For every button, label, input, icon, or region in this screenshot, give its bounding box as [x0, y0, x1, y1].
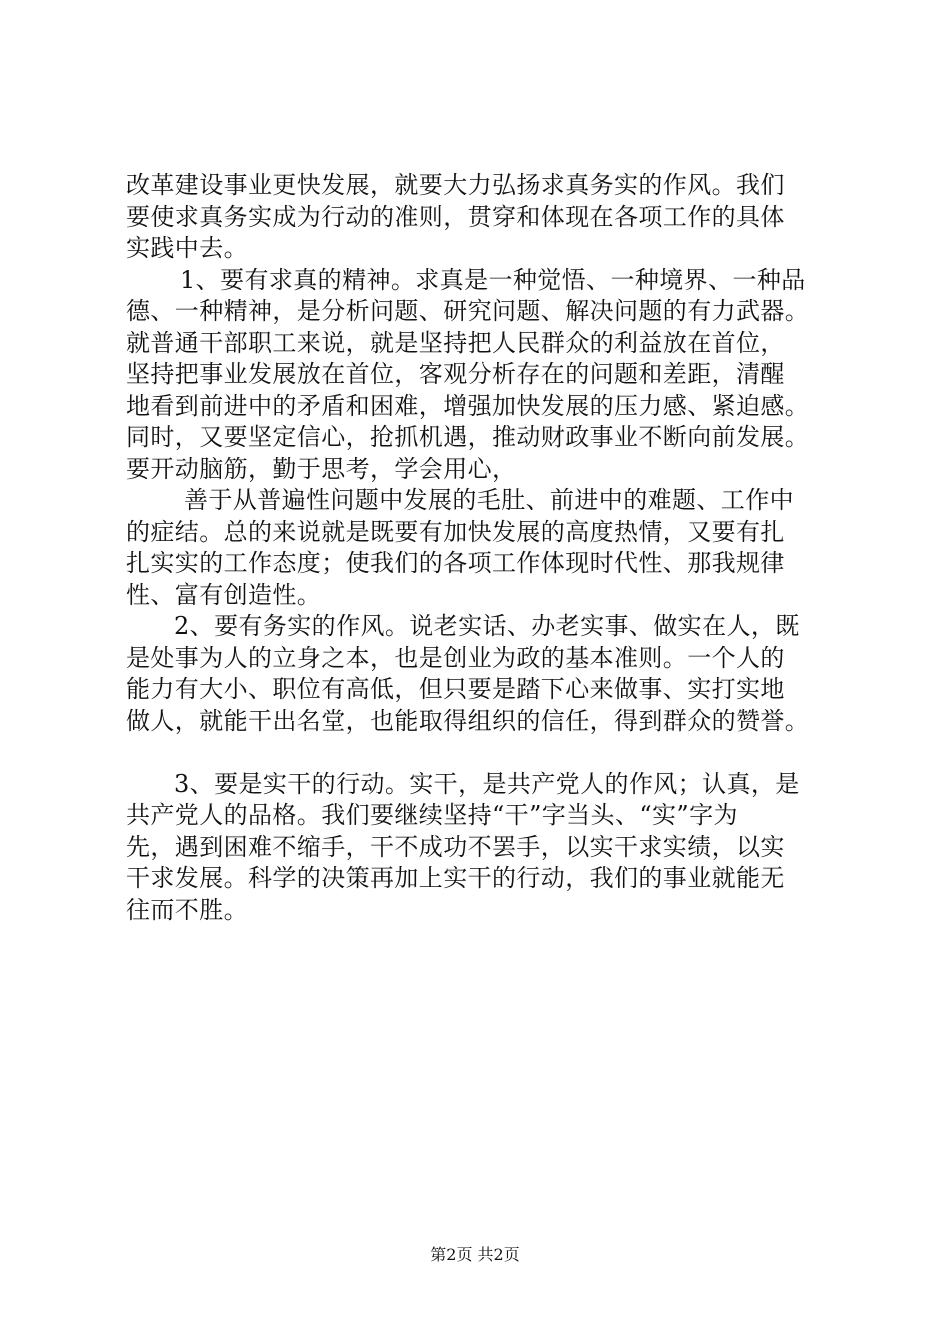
- text-line: 做人，就能干出名堂，也能取得组织的信任，得到群众的赞誉。: [126, 706, 810, 735]
- text-line: 先，遇到困难不缩手，干不成功不罢手，以实干求实绩，以实: [126, 832, 785, 861]
- text-line: 性、富有创造性。: [126, 580, 322, 609]
- text-line: 往而不胜。: [126, 895, 248, 924]
- text-line: 的症结。总的来说就是既要有加快发展的高度热情，又要有扎: [126, 517, 785, 546]
- text-line: 实践中去。: [126, 234, 248, 262]
- section-1-heading-line: 1、要有求真的精神。求真是一种觉悟、一种境界、一种品: [180, 265, 806, 294]
- text-line: 善于从普遍性问题中发展的毛肚、前进中的难题、工作中: [184, 486, 794, 514]
- section-2-heading-line: 2、要有务实的作风。说老实话、办老实事、做实在人，既: [174, 612, 800, 640]
- page-number-footer: 第2页 共2页: [430, 1245, 520, 1264]
- text-line: 坚持把事业发展放在首位，客观分析存在的问题和差距，清醒: [126, 360, 785, 388]
- document-body: [126, 170, 842, 926]
- text-line: 就普通干部职工来说，就是坚持把人民群众的利益放在首位，: [126, 328, 785, 357]
- text-line: 共产党人的品格。我们要继续坚持“干”字当头、“实”字为: [126, 801, 738, 829]
- text-line: 地看到前进中的矛盾和困难，增强加快发展的压力感、紧迫感。: [126, 391, 810, 420]
- text-line: 改革建设事业更快发展，就要大力弘扬求真务实的作风。我们: [126, 171, 785, 199]
- paragraph-gap: [126, 737, 842, 769]
- text-line: 干求发展。科学的决策再加上实干的行动，我们的事业就能无: [126, 864, 785, 892]
- section-3-heading-line: 3、要是实干的行动。实干，是共产党人的作风；认真，是: [174, 769, 800, 798]
- text-line: 同时，又要坚定信心，抢抓机遇，推动财政事业不断向前发展。: [126, 423, 810, 451]
- text-line: 是处事为人的立身之本，也是创业为政的基本准则。一个人的: [126, 643, 785, 672]
- text-line: 要开动脑筋，勤于思考，学会用心，: [126, 454, 517, 483]
- text-line: 德、一种精神，是分析问题、研究问题、解决问题的有力武器。: [126, 297, 810, 325]
- text-line: 扎实实的工作态度；使我们的各项工作体现时代性、那我规律: [126, 549, 785, 577]
- text-line: 要使求真务实成为行动的准则，贯穿和体现在各项工作的具体: [126, 202, 785, 231]
- text-line: 能力有大小、职位有高低，但只要是踏下心来做事、实打实地: [126, 675, 785, 703]
